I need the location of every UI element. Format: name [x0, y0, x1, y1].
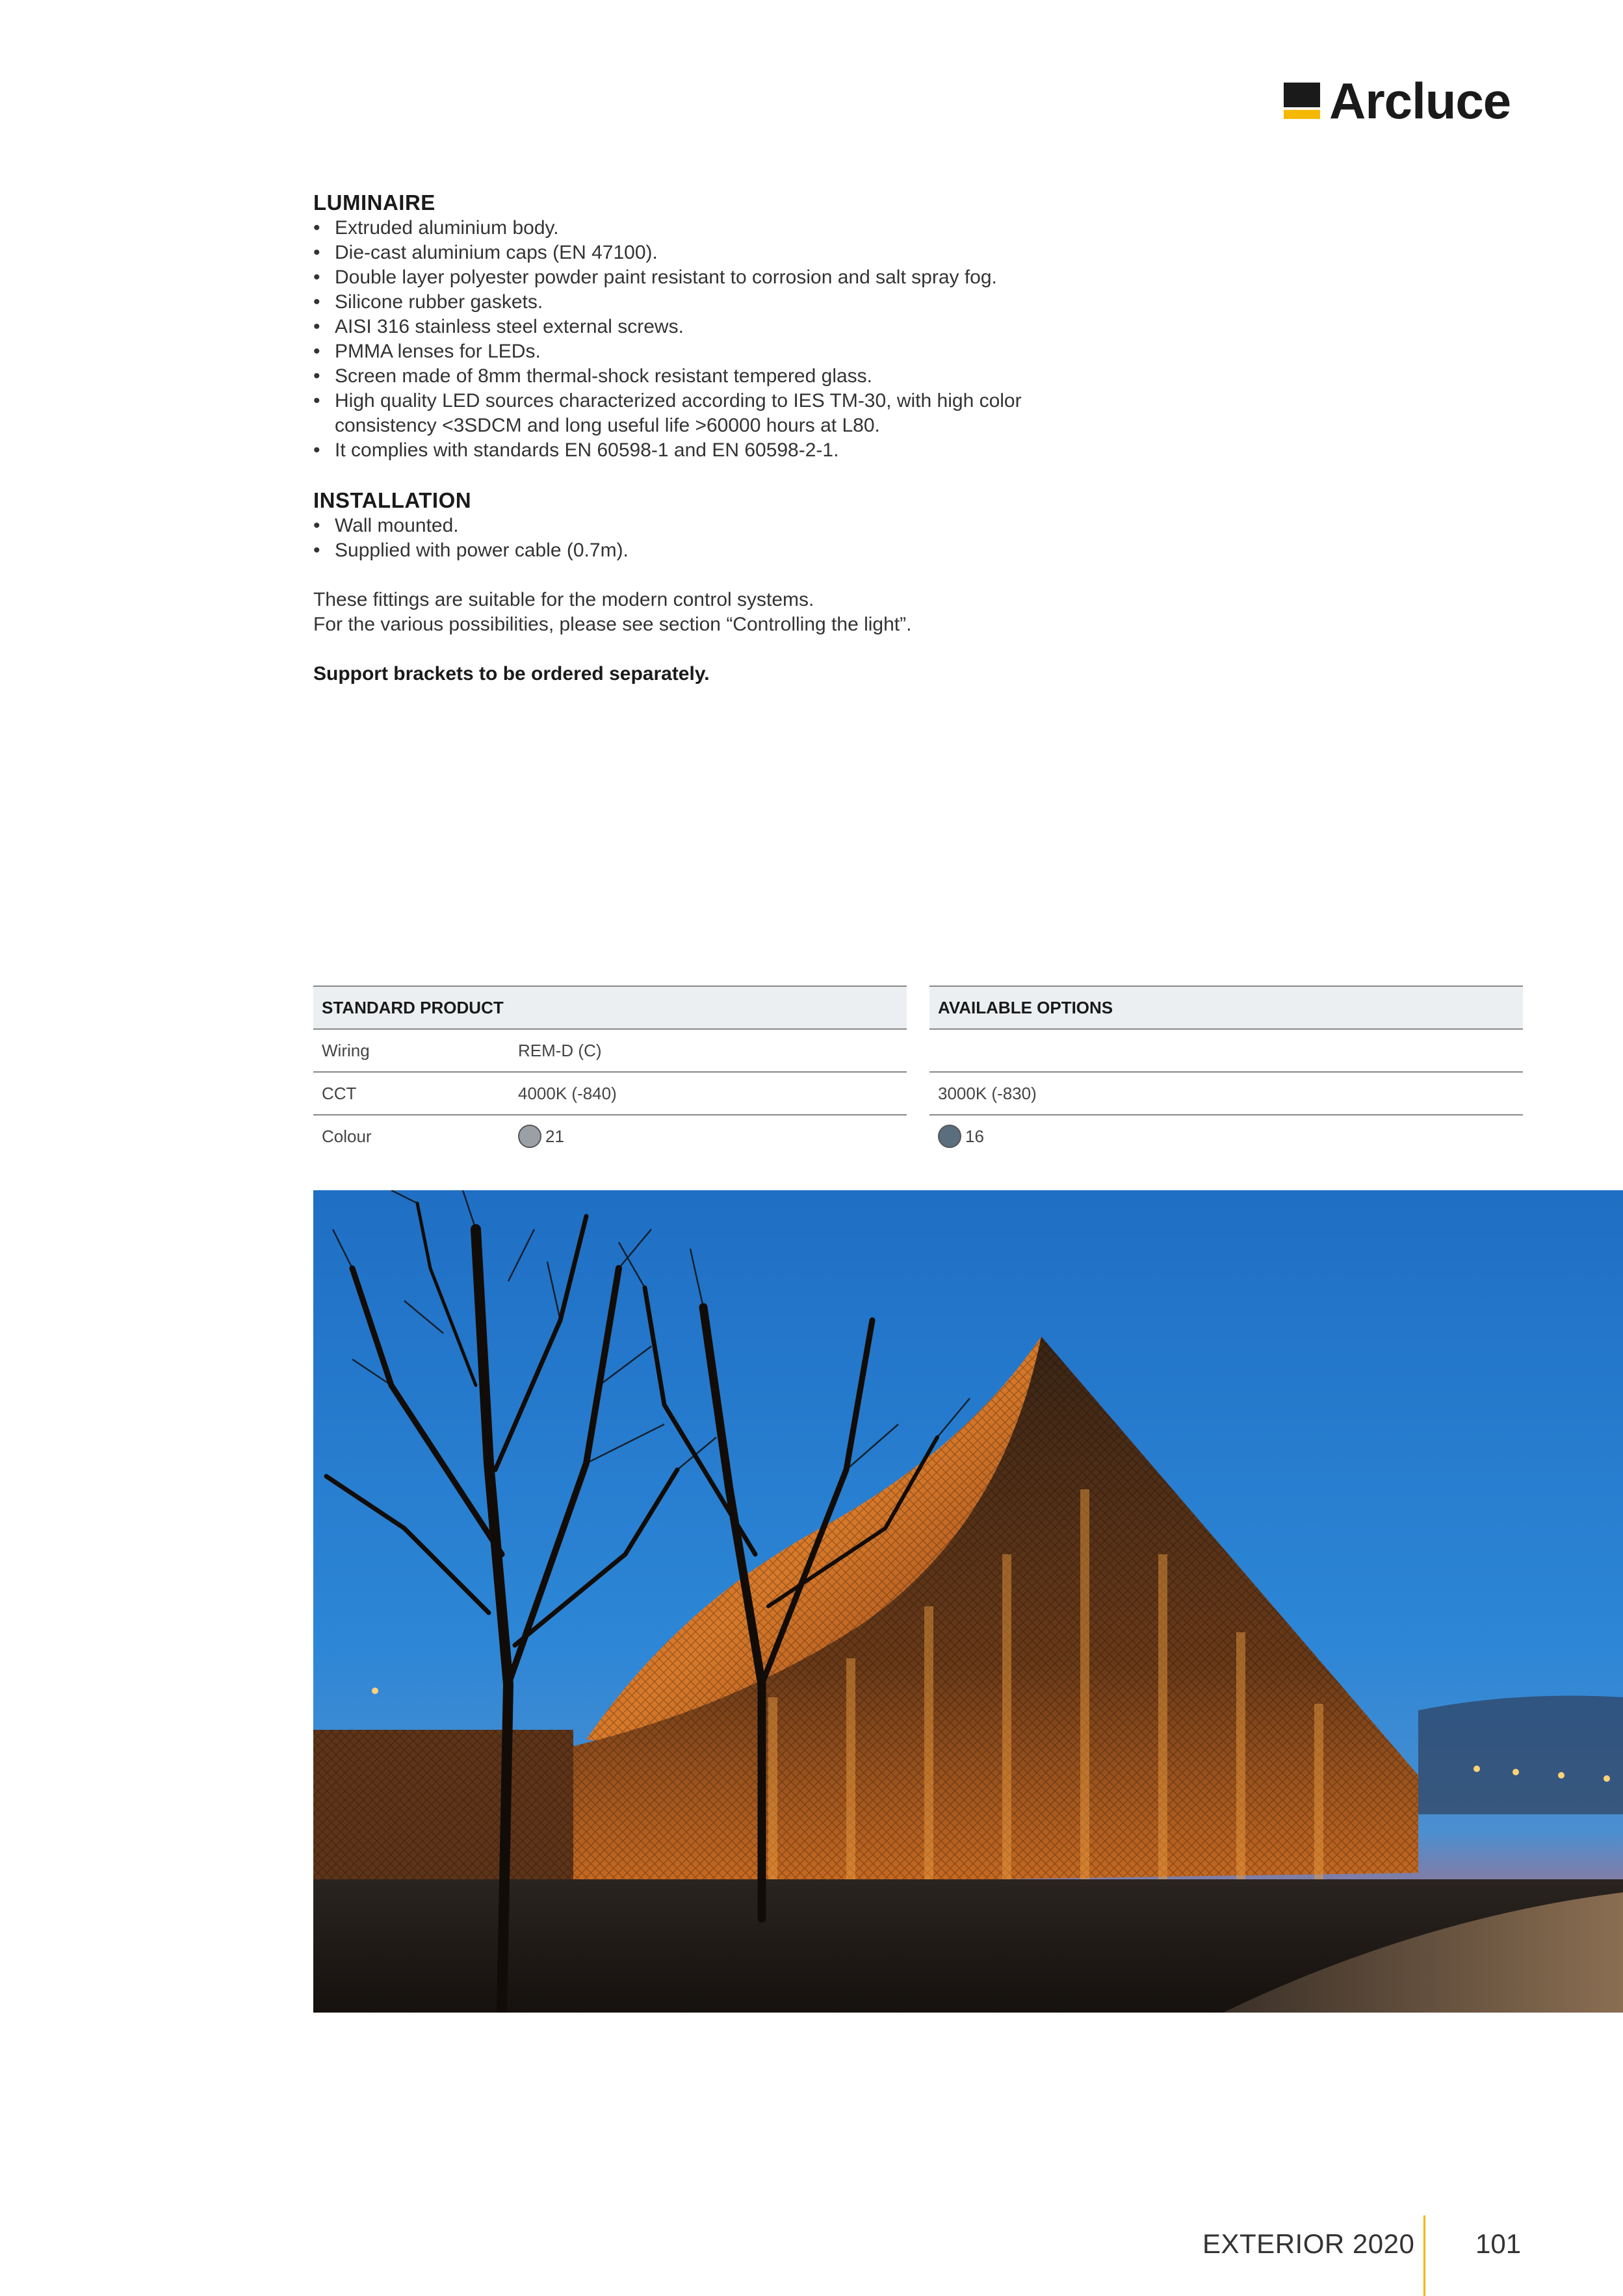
row-value: 3000K (-830)	[938, 1083, 1037, 1103]
colour-swatch-icon	[518, 1125, 541, 1148]
brackets-note: Support brackets to be ordered separately.	[313, 663, 710, 685]
standard-product-table	[313, 985, 907, 1157]
list-item: • It complies with standards EN 60598-1 and EN 60598-2-1.	[313, 438, 1223, 463]
building-photo	[313, 1190, 1623, 2013]
table-row	[929, 1030, 1523, 1073]
available-options-table	[929, 985, 1523, 1157]
row-label: CCT	[322, 1083, 357, 1103]
installation-heading: INSTALLATION	[313, 488, 472, 512]
luminaire-heading: LUMINAIRE	[313, 190, 435, 215]
colour-cell	[510, 1125, 564, 1148]
list-item: • Wall mounted.	[313, 514, 1223, 538]
colour-cell	[929, 1125, 984, 1148]
list-item: • AISI 316 stainless steel external screws.	[313, 315, 1223, 339]
colour-code: 21	[545, 1126, 564, 1146]
control-note-2: For the various possibilities, please see section “Controlling the light”.	[313, 614, 912, 635]
row-value: 4000K (-840)	[518, 1083, 617, 1103]
row-value: REM-D (C)	[518, 1040, 602, 1060]
control-note-1: These fittings are suitable for the modern control systems.	[313, 589, 814, 610]
table-row	[929, 1115, 1523, 1157]
footer-divider	[1423, 2215, 1425, 2296]
page-number: 101	[1475, 2228, 1522, 2259]
standard-product-heading: STANDARD PRODUCT	[313, 985, 907, 1030]
table-row	[313, 1115, 907, 1157]
logo-mark-icon	[1284, 83, 1320, 119]
list-item: • Screen made of 8mm thermal-shock resistant tempered glass.	[313, 364, 1223, 389]
luminaire-list	[313, 216, 1223, 463]
list-item: • Silicone rubber gaskets.	[313, 290, 1223, 315]
list-item: • Die-cast aluminium caps (EN 47100).	[313, 241, 1223, 265]
installation-list	[313, 514, 1223, 563]
footer-section: EXTERIOR 2020	[1202, 2228, 1415, 2259]
row-label: Wiring	[322, 1040, 370, 1060]
table-row	[313, 1073, 907, 1115]
colour-code: 16	[965, 1126, 984, 1146]
available-options-heading: AVAILABLE OPTIONS	[929, 985, 1523, 1030]
list-item: • Extruded aluminium body.	[313, 216, 1223, 241]
table-row	[313, 1030, 907, 1073]
brand-logo	[1284, 72, 1511, 130]
product-description	[313, 190, 1223, 686]
list-item: • High quality LED sources characterized according to IES TM-30, with high color consistency <3SDCM and long useful life >60000 hours at L80.	[313, 389, 1050, 438]
table-row	[929, 1073, 1523, 1115]
list-item: • Double layer polyester powder paint resistant to corrosion and salt spray fog.	[313, 265, 1223, 290]
brand-name: Arcluce	[1329, 72, 1511, 129]
list-item: • Supplied with power cable (0.7m).	[313, 538, 1223, 563]
row-label: Colour	[322, 1126, 372, 1146]
colour-swatch-icon	[938, 1125, 961, 1148]
list-item: • PMMA lenses for LEDs.	[313, 339, 1223, 364]
